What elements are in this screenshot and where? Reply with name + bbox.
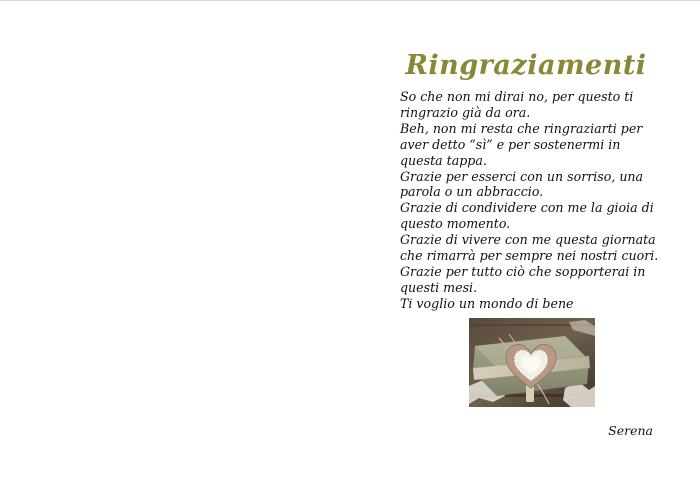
message-line: Grazie di condividere con me la gioia di: [400, 200, 654, 216]
message-line: questa tappa.: [400, 152, 487, 168]
message-line: So che non mi dirai no, per questo ti: [400, 89, 634, 104]
message-line: Grazie per tutto ciò che sopporterai in: [400, 263, 646, 279]
message-line: che rimarrà per sempre nei nostri cuori.: [400, 248, 659, 264]
message-line: Grazie per esserci con un sorriso, una: [400, 168, 644, 184]
message-line: aver detto “sì” e per sostenermi in: [400, 136, 621, 152]
message-line: questo momento.: [400, 216, 511, 232]
message-line: questi mesi.: [400, 279, 478, 295]
page-top-border: [0, 0, 700, 1]
message-line: Beh, non mi resta che ringraziarti per: [400, 120, 643, 136]
page-title: Ringraziamenti: [405, 50, 647, 81]
message-line: ringrazio già da ora.: [400, 104, 531, 120]
signature: Serena: [608, 423, 653, 438]
message-line: parola o un abbraccio.: [400, 184, 544, 200]
thanks-message: [400, 89, 662, 312]
message-line: Ti voglio un mondo di bene: [400, 295, 574, 311]
heart-gift-photo: [469, 318, 595, 407]
message-line: Grazie di vivere con me questa giornata: [400, 232, 656, 248]
